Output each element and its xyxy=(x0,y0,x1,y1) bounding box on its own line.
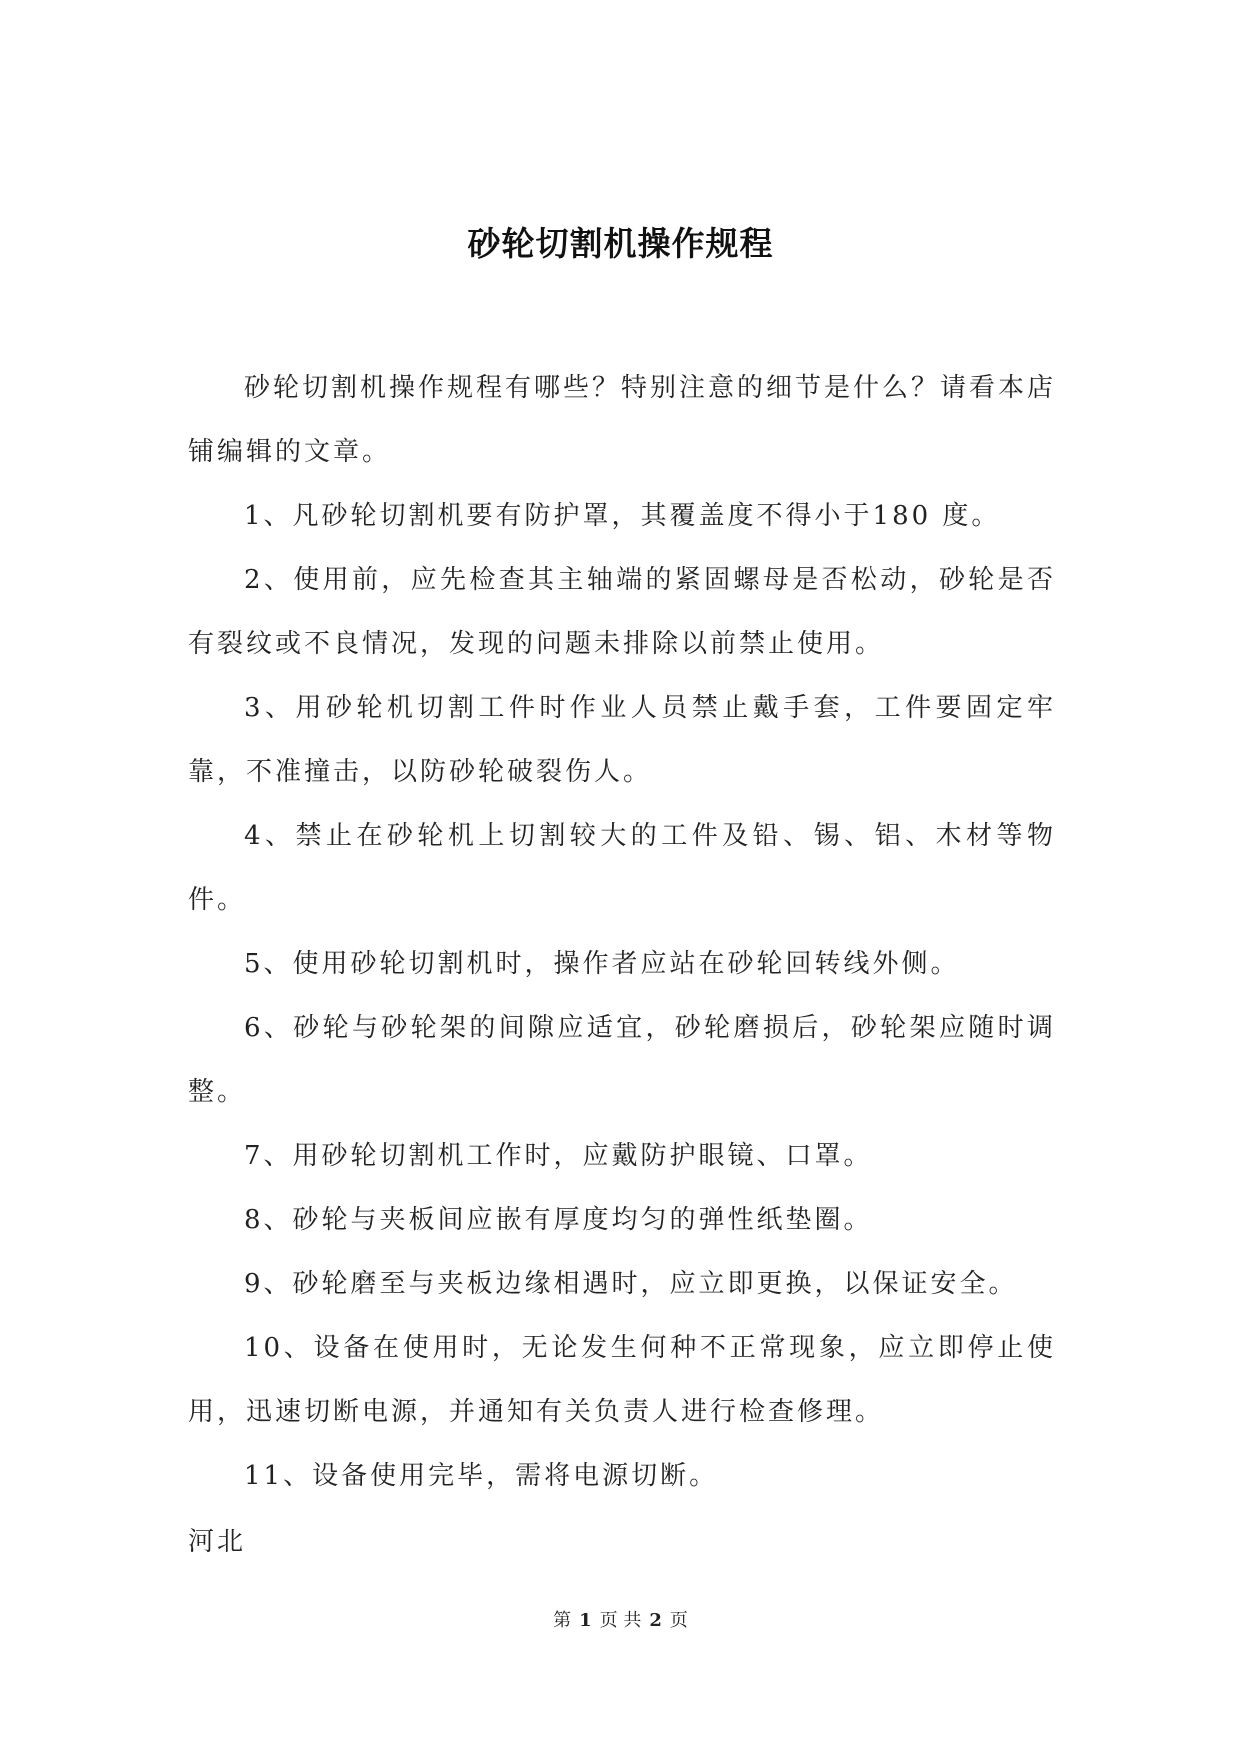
page-footer xyxy=(0,1608,1241,1634)
rule-item-8: 8、砂轮与夹板间应嵌有厚度均匀的弹性纸垫圈。 xyxy=(244,1205,873,1235)
rule-item-9: 9、砂轮磨至与夹板边缘相遇时，应立即更换，以保证安全。 xyxy=(244,1269,1018,1299)
region-label: 河北 xyxy=(188,1527,247,1557)
footer-suffix: 页 xyxy=(669,1610,688,1631)
footer-page-number: 1 xyxy=(579,1610,592,1631)
rule-item-7: 7、用砂轮切割机工作时，应戴防护眼镜、口罩。 xyxy=(244,1141,873,1171)
rule-item-10: 10、设备在使用时，无论发生何种不正常现象，应立即停止使用，迅速切断电源，并通知有关负责人进行检查修理。 xyxy=(188,1333,1056,1427)
intro-paragraph: 砂轮切割机操作规程有哪些？特别注意的细节是什么？请看本店铺编辑的文章。 xyxy=(188,373,1057,467)
rule-item-3: 3、用砂轮机切割工件时作业人员禁止戴手套，工件要固定牢靠，不准撞击，以防砂轮破裂伤人。 xyxy=(188,693,1056,787)
footer-prefix: 第 xyxy=(553,1610,572,1631)
rule-item-4: 4、禁止在砂轮机上切割较大的工件及铅、锡、铝、木材等物件。 xyxy=(188,821,1056,915)
rule-item-6: 6、砂轮与砂轮架的间隙应适宜，砂轮磨损后，砂轮架应随时调整。 xyxy=(188,1013,1056,1107)
footer-middle: 页 共 xyxy=(599,1610,642,1631)
rule-item-1: 1、凡砂轮切割机要有防护罩，其覆盖度不得小于180 度。 xyxy=(244,501,1001,531)
document-title: 砂轮切割机操作规程 xyxy=(467,224,774,263)
document-body xyxy=(188,356,1056,1508)
footer-total-pages: 2 xyxy=(649,1610,662,1631)
rule-item-11: 11、设备使用完毕，需将电源切断。 xyxy=(244,1461,719,1491)
rule-item-2: 2、使用前，应先检查其主轴端的紧固螺母是否松动，砂轮是否有裂纹或不良情况，发现的问题未排除以前禁止使用。 xyxy=(188,565,1056,659)
rule-item-5: 5、使用砂轮切割机时，操作者应站在砂轮回转线外侧。 xyxy=(244,949,960,979)
